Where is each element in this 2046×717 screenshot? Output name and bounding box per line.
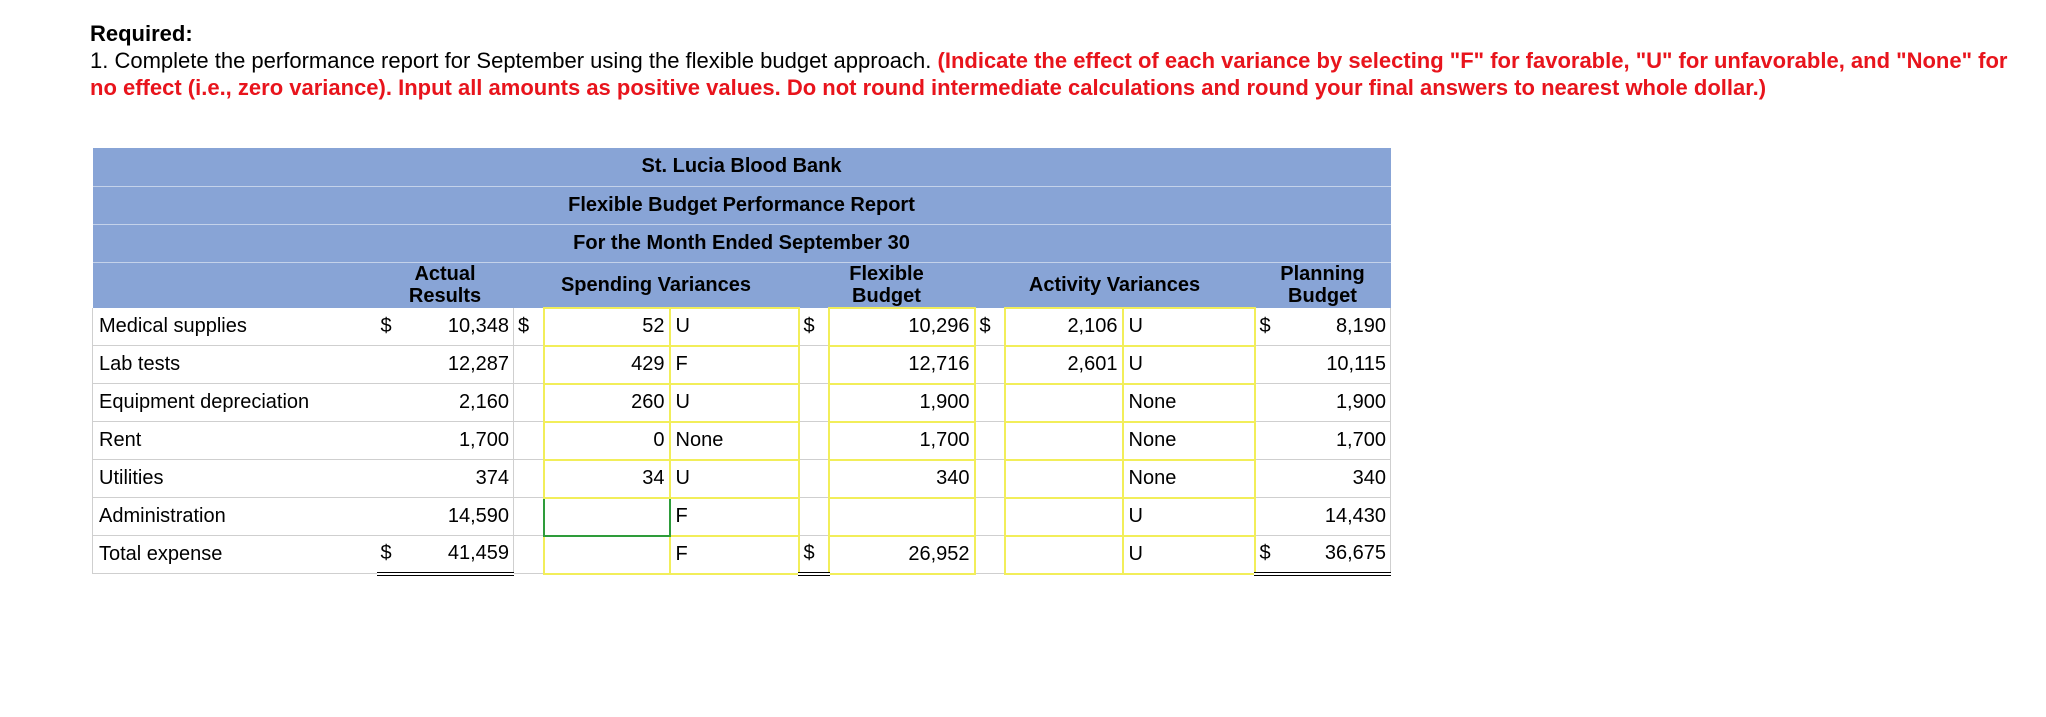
spending-variance-input[interactable]: 34 <box>544 460 670 498</box>
activity-effect-select[interactable]: None <box>1123 460 1255 498</box>
currency-symbol: $ <box>1255 308 1285 346</box>
required-label: Required: <box>90 21 193 46</box>
activity-effect-select[interactable]: U <box>1123 308 1255 346</box>
empty-cell <box>1255 384 1285 422</box>
spending-effect-select[interactable]: U <box>670 384 799 422</box>
spending-effect-select[interactable]: None <box>670 422 799 460</box>
row-label: Medical supplies <box>93 308 377 346</box>
activity-effect-select[interactable]: U <box>1123 498 1255 536</box>
empty-cell <box>799 498 829 536</box>
total-spending-effect-select[interactable]: F <box>670 536 799 574</box>
table-row <box>93 308 1391 346</box>
planning-value: 1,700 <box>1285 422 1391 460</box>
empty-cell <box>377 346 407 384</box>
total-label: Total expense <box>93 536 377 574</box>
empty-cell <box>514 384 544 422</box>
flexible-budget-input[interactable]: 1,700 <box>829 422 975 460</box>
activity-effect-select[interactable]: None <box>1123 422 1255 460</box>
row-label: Rent <box>93 422 377 460</box>
planning-value: 8,190 <box>1285 308 1391 346</box>
spending-variance-input[interactable]: 429 <box>544 346 670 384</box>
total-activity-variance-input[interactable] <box>1005 536 1123 574</box>
planning-value: 14,430 <box>1285 498 1391 536</box>
spending-effect-select[interactable]: F <box>670 346 799 384</box>
empty-cell <box>377 422 407 460</box>
empty-cell <box>377 460 407 498</box>
total-actual: 41,459 <box>407 536 514 574</box>
empty-cell <box>799 384 829 422</box>
report-title: Flexible Budget Performance Report <box>93 186 1391 224</box>
spending-effect-select[interactable]: U <box>670 308 799 346</box>
spending-variance-input[interactable]: 52 <box>544 308 670 346</box>
activity-effect-select[interactable]: None <box>1123 384 1255 422</box>
empty-cell <box>975 422 1005 460</box>
empty-cell <box>799 422 829 460</box>
total-flexible-budget-input[interactable]: 26,952 <box>829 536 975 574</box>
company-name: St. Lucia Blood Bank <box>93 148 1391 186</box>
flexible-budget-input[interactable]: 12,716 <box>829 346 975 384</box>
currency-symbol: $ <box>799 308 829 346</box>
empty-cell <box>514 536 544 574</box>
row-label: Administration <box>93 498 377 536</box>
total-planning: 36,675 <box>1285 536 1391 574</box>
empty-cell <box>514 498 544 536</box>
empty-cell <box>799 460 829 498</box>
actual-value: 14,590 <box>407 498 514 536</box>
currency-symbol: $ <box>975 308 1005 346</box>
empty-cell <box>975 536 1005 574</box>
flexible-budget-input[interactable]: 340 <box>829 460 975 498</box>
empty-cell <box>975 346 1005 384</box>
empty-cell <box>1255 422 1285 460</box>
empty-cell <box>1255 460 1285 498</box>
empty-cell <box>975 460 1005 498</box>
spending-variance-input[interactable] <box>544 498 670 536</box>
empty-cell <box>377 384 407 422</box>
empty-cell <box>1255 346 1285 384</box>
table-row <box>93 346 1391 384</box>
actual-results-header: Actual Results <box>377 262 514 308</box>
empty-cell <box>514 422 544 460</box>
total-activity-effect-select[interactable]: U <box>1123 536 1255 574</box>
currency-symbol: $ <box>377 308 407 346</box>
empty-cell <box>975 384 1005 422</box>
activity-variances-header: Activity Variances <box>975 262 1255 308</box>
flexible-budget-input[interactable]: 1,900 <box>829 384 975 422</box>
label-column-header <box>93 262 377 308</box>
empty-cell <box>1255 498 1285 536</box>
planning-value: 340 <box>1285 460 1391 498</box>
actual-value: 1,700 <box>407 422 514 460</box>
flexible-budget-input[interactable]: 10,296 <box>829 308 975 346</box>
table-row <box>93 422 1391 460</box>
planning-budget-header: Planning Budget <box>1255 262 1391 308</box>
currency-symbol: $ <box>514 308 544 346</box>
instruction-text <box>90 47 2040 101</box>
activity-variance-input[interactable] <box>1005 422 1123 460</box>
report-period: For the Month Ended September 30 <box>93 224 1391 262</box>
currency-symbol: $ <box>799 536 829 574</box>
instruction-note: (Indicate the effect of each variance by selecting "F" for favorable, "U" for unfavorable, and "None" for no effect (i.e., zero variance). Input all amounts as positive values. Do not round intermediate calculations and round your final answers to nearest whole dollar.) <box>90 48 2008 100</box>
empty-cell <box>514 460 544 498</box>
instruction-main: 1. Complete the performance report for September using the flexible budget approach. <box>90 48 932 73</box>
actual-value: 12,287 <box>407 346 514 384</box>
spending-effect-select[interactable]: U <box>670 460 799 498</box>
activity-variance-input[interactable]: 2,601 <box>1005 346 1123 384</box>
performance-report-table <box>92 148 1391 576</box>
actual-value: 374 <box>407 460 514 498</box>
total-spending-variance-input[interactable] <box>544 536 670 574</box>
flexible-budget-header: Flexible Budget <box>799 262 975 308</box>
activity-variance-input[interactable] <box>1005 498 1123 536</box>
planning-value: 10,115 <box>1285 346 1391 384</box>
currency-symbol: $ <box>1255 536 1285 574</box>
table-row <box>93 498 1391 536</box>
planning-value: 1,900 <box>1285 384 1391 422</box>
activity-variance-input[interactable] <box>1005 384 1123 422</box>
spending-variances-header: Spending Variances <box>514 262 799 308</box>
spending-variance-input[interactable]: 0 <box>544 422 670 460</box>
total-row <box>93 536 1391 574</box>
activity-variance-input[interactable] <box>1005 460 1123 498</box>
row-label: Lab tests <box>93 346 377 384</box>
actual-value: 10,348 <box>407 308 514 346</box>
spending-effect-select[interactable]: F <box>670 498 799 536</box>
row-label: Utilities <box>93 460 377 498</box>
instructions <box>90 20 2040 101</box>
currency-symbol: $ <box>377 536 407 574</box>
spending-variance-input[interactable]: 260 <box>544 384 670 422</box>
table-row <box>93 384 1391 422</box>
activity-variance-input[interactable]: 2,106 <box>1005 308 1123 346</box>
actual-value: 2,160 <box>407 384 514 422</box>
activity-effect-select[interactable]: U <box>1123 346 1255 384</box>
row-label: Equipment depreciation <box>93 384 377 422</box>
table-row <box>93 460 1391 498</box>
empty-cell <box>975 498 1005 536</box>
empty-cell <box>377 498 407 536</box>
empty-cell <box>514 346 544 384</box>
empty-cell <box>799 346 829 384</box>
flexible-budget-input[interactable] <box>829 498 975 536</box>
